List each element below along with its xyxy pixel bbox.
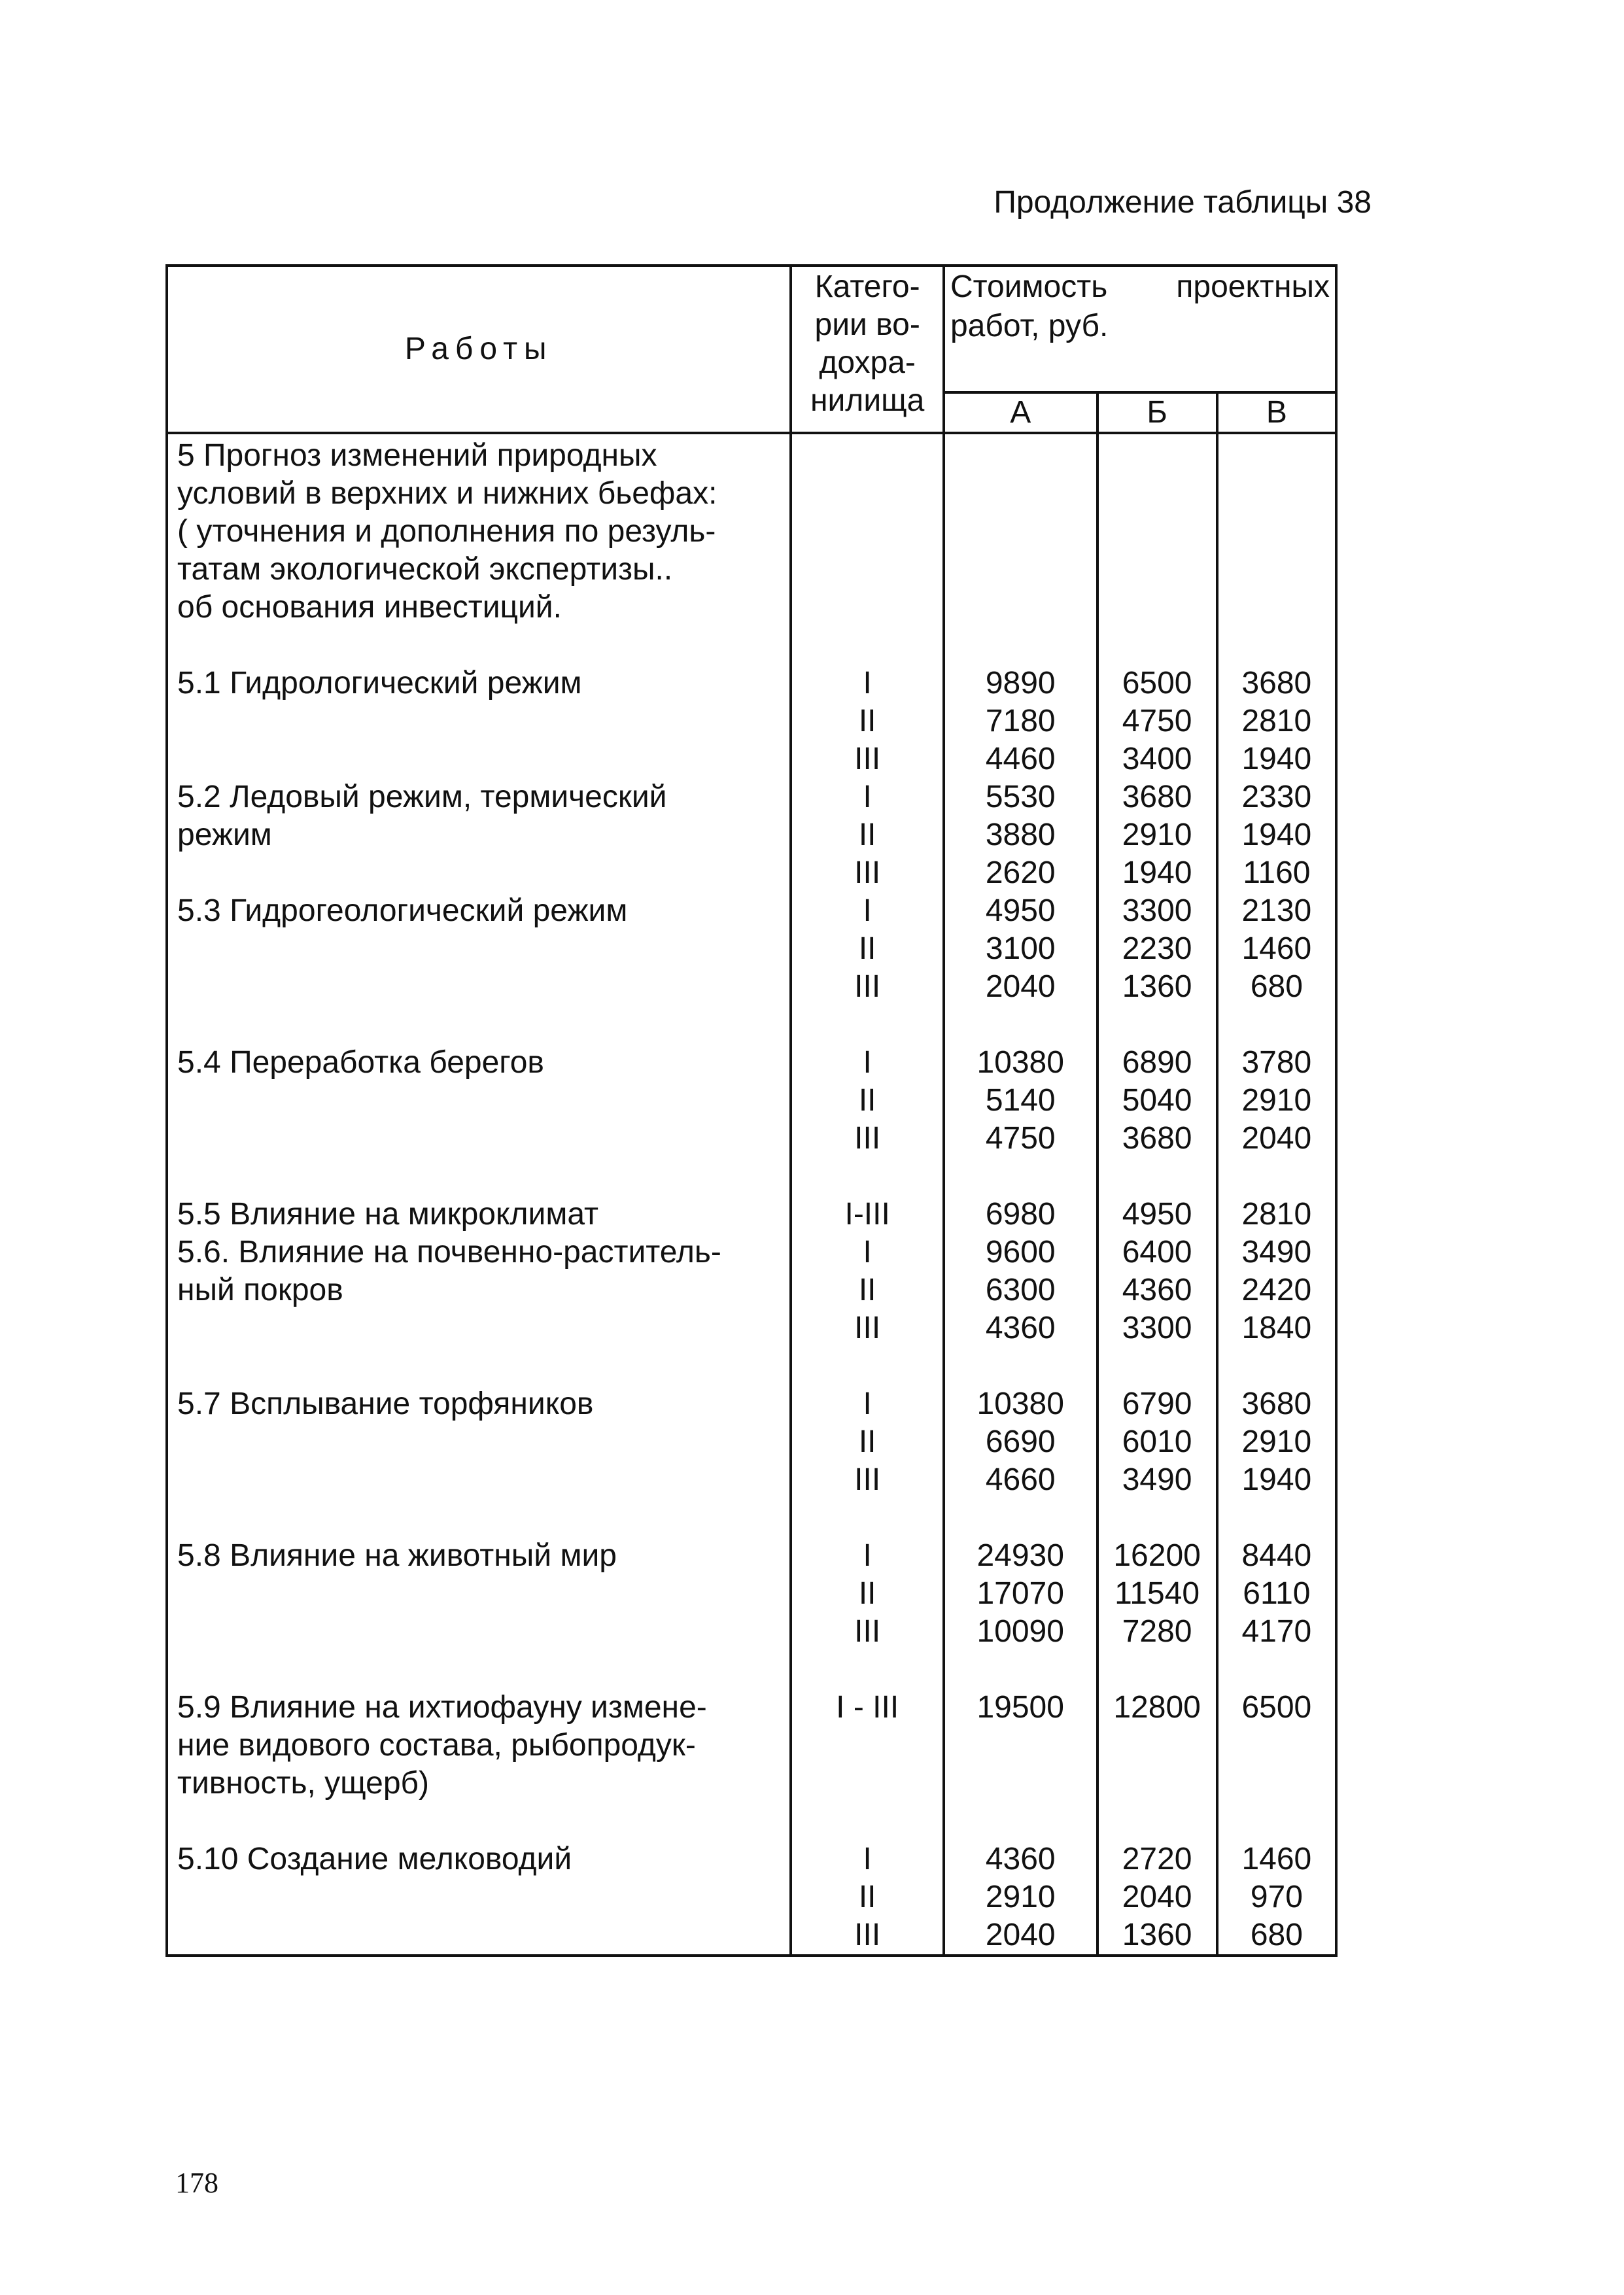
cost-b-column bbox=[1097, 433, 1217, 1956]
cost-b-cell: 3680 bbox=[1122, 780, 1192, 814]
category-cell: I bbox=[863, 1045, 872, 1080]
spacer bbox=[792, 589, 942, 627]
cost-a-cell: 10090 bbox=[976, 1614, 1064, 1649]
work-name-cell: режим bbox=[177, 818, 272, 852]
work-name-cell bbox=[177, 1461, 783, 1499]
work-name-cell: 5.6. Влияние на почвенно-раститель- bbox=[177, 1235, 721, 1269]
table-body bbox=[167, 433, 1336, 1956]
category-cell: I-III bbox=[844, 1197, 890, 1232]
cost-b-cell: 4950 bbox=[1122, 1197, 1192, 1232]
spacer bbox=[792, 1347, 942, 1385]
cost-v-cell: 6500 bbox=[1241, 1690, 1312, 1725]
intro-line: ( уточнения и дополнения по резуль- bbox=[177, 514, 716, 549]
cost-a-cell: 17070 bbox=[976, 1576, 1064, 1611]
spacer bbox=[177, 1651, 783, 1689]
cost-b-cell bbox=[1099, 1727, 1216, 1765]
page-number: 178 bbox=[175, 2167, 218, 2199]
cost-a-cell: 4460 bbox=[985, 742, 1056, 776]
cost-a-cell: 7180 bbox=[985, 704, 1056, 738]
work-name-cell bbox=[177, 1878, 783, 1916]
spacer bbox=[1218, 1347, 1335, 1385]
spacer bbox=[1099, 1006, 1216, 1044]
spacer bbox=[945, 1006, 1096, 1044]
spacer bbox=[1099, 475, 1216, 513]
cost-a-cell bbox=[945, 1727, 1096, 1765]
spacer bbox=[1099, 589, 1216, 627]
spacer bbox=[945, 1651, 1096, 1689]
cost-v-cell: 1160 bbox=[1243, 855, 1311, 890]
header-cost: Стоимость проектных bbox=[944, 266, 1336, 307]
header-works: Работы bbox=[167, 266, 791, 433]
cost-v-cell: 1460 bbox=[1241, 931, 1312, 966]
spacer bbox=[1218, 1803, 1335, 1840]
cost-v-cell: 1460 bbox=[1241, 1842, 1312, 1876]
works-column bbox=[167, 433, 791, 1956]
spacer bbox=[1218, 1158, 1335, 1196]
intro-line: 5 Прогноз изменений природных bbox=[177, 438, 657, 473]
cost-v-cell: 1940 bbox=[1241, 818, 1312, 852]
cost-b-cell: 6010 bbox=[1122, 1424, 1192, 1459]
work-name-cell bbox=[177, 1423, 783, 1461]
cost-v-cell: 6110 bbox=[1243, 1576, 1311, 1611]
spacer bbox=[1099, 513, 1216, 551]
cost-v-cell: 2810 bbox=[1241, 704, 1312, 738]
cost-b-cell: 7280 bbox=[1122, 1614, 1192, 1649]
header-category-line: нилища bbox=[810, 383, 925, 418]
spacer bbox=[1099, 437, 1216, 475]
spacer bbox=[1218, 589, 1335, 627]
spacer bbox=[1218, 627, 1335, 664]
category-cell: I - III bbox=[836, 1690, 899, 1725]
cost-a-cell: 4950 bbox=[985, 893, 1056, 928]
header-category bbox=[791, 266, 944, 433]
cost-a-cell: 2910 bbox=[985, 1880, 1056, 1914]
cost-b-cell: 11540 bbox=[1114, 1576, 1200, 1611]
spacer bbox=[177, 1158, 783, 1196]
work-name-cell bbox=[177, 1575, 783, 1613]
work-name-cell: 5.1 Гидрологический режим bbox=[177, 666, 582, 700]
spacer bbox=[945, 475, 1096, 513]
work-name-cell bbox=[177, 1309, 783, 1347]
cost-a-cell: 5530 bbox=[985, 780, 1056, 814]
category-cell bbox=[792, 1727, 942, 1765]
intro-line: об основания инвестиций. bbox=[177, 590, 562, 625]
cost-a-cell: 6300 bbox=[985, 1273, 1056, 1307]
cost-a-cell: 4360 bbox=[985, 1842, 1056, 1876]
cost-v-cell: 4170 bbox=[1241, 1614, 1312, 1649]
spacer bbox=[792, 1158, 942, 1196]
spacer bbox=[177, 1347, 783, 1385]
spacer bbox=[945, 589, 1096, 627]
cost-a-column bbox=[944, 433, 1097, 1956]
spacer bbox=[945, 627, 1096, 664]
intro-line: татам экологической экспертизы.. bbox=[177, 552, 673, 587]
cost-v-cell: 3780 bbox=[1241, 1045, 1312, 1080]
work-name-cell bbox=[177, 1613, 783, 1651]
spacer bbox=[1218, 513, 1335, 551]
category-cell: II bbox=[858, 1880, 876, 1914]
cost-b-cell bbox=[1099, 1765, 1216, 1803]
cost-b-cell: 4360 bbox=[1122, 1273, 1192, 1307]
spacer bbox=[177, 1803, 783, 1840]
cost-a-cell: 9890 bbox=[985, 666, 1056, 700]
spacer bbox=[1218, 551, 1335, 589]
spacer bbox=[945, 437, 1096, 475]
category-cell: I bbox=[863, 1538, 872, 1573]
spacer bbox=[1099, 1158, 1216, 1196]
category-cell: II bbox=[858, 818, 876, 852]
cost-v-cell: 970 bbox=[1250, 1880, 1303, 1914]
category-cell: II bbox=[858, 704, 876, 738]
work-name-cell: 5.9 Влияние на ихтиофауну измене- bbox=[177, 1690, 707, 1725]
cost-v-column bbox=[1217, 433, 1336, 1956]
cost-a-cell: 19500 bbox=[976, 1690, 1064, 1725]
work-name-cell: ние видового состава, рыбопродук- bbox=[177, 1728, 696, 1763]
work-name-cell: ный покров bbox=[177, 1273, 343, 1307]
spacer bbox=[177, 1499, 783, 1537]
cost-v-cell: 2910 bbox=[1241, 1424, 1312, 1459]
header-category-line: рии во- bbox=[814, 307, 920, 342]
cost-a-cell: 9600 bbox=[985, 1235, 1056, 1269]
category-cell: I bbox=[863, 1235, 872, 1269]
cost-a-cell: 5140 bbox=[985, 1083, 1056, 1118]
cost-b-cell: 2910 bbox=[1122, 818, 1192, 852]
cost-v-cell: 680 bbox=[1250, 1918, 1303, 1952]
intro-line: условий в верхних и нижних бьефах: bbox=[177, 476, 717, 511]
header-category-line: Катего- bbox=[814, 269, 920, 304]
table-caption: Продолжение таблицы 38 bbox=[993, 185, 1372, 220]
work-name-cell bbox=[177, 1120, 783, 1158]
cost-a-cell: 2040 bbox=[985, 969, 1056, 1004]
cost-v-cell: 1940 bbox=[1241, 742, 1312, 776]
cost-b-cell: 3680 bbox=[1122, 1121, 1192, 1156]
cost-b-cell: 6500 bbox=[1122, 666, 1192, 700]
category-cell: II bbox=[858, 931, 876, 966]
spacer bbox=[945, 1158, 1096, 1196]
cost-v-cell: 3680 bbox=[1241, 666, 1312, 700]
category-cell: III bbox=[854, 969, 881, 1004]
spacer bbox=[792, 551, 942, 589]
cost-b-cell: 2230 bbox=[1122, 931, 1192, 966]
category-cell: II bbox=[858, 1083, 876, 1118]
cost-v-cell: 2130 bbox=[1241, 893, 1312, 928]
cost-b-cell: 3490 bbox=[1122, 1462, 1192, 1497]
cost-b-cell: 1360 bbox=[1122, 1918, 1192, 1952]
cost-b-cell: 1360 bbox=[1122, 969, 1192, 1004]
cost-v-cell bbox=[1218, 1765, 1335, 1803]
category-cell: I bbox=[863, 666, 872, 700]
spacer bbox=[945, 1803, 1096, 1840]
work-name-cell: 5.2 Ледовый режим, термический bbox=[177, 780, 667, 814]
category-cell: II bbox=[858, 1424, 876, 1459]
work-name-cell bbox=[177, 1916, 783, 1954]
header-cost-line2: работ, руб. bbox=[944, 307, 1336, 392]
spacer bbox=[792, 437, 942, 475]
category-cell: III bbox=[854, 1311, 881, 1345]
spacer bbox=[945, 551, 1096, 589]
cost-v-cell: 680 bbox=[1250, 969, 1303, 1004]
cost-b-cell: 3400 bbox=[1122, 742, 1192, 776]
spacer bbox=[1099, 551, 1216, 589]
cost-b-cell: 3300 bbox=[1122, 1311, 1192, 1345]
work-name-cell bbox=[177, 968, 783, 1006]
cost-v-cell: 1840 bbox=[1241, 1311, 1312, 1345]
category-cell: I bbox=[863, 1387, 872, 1421]
spacer bbox=[945, 513, 1096, 551]
cost-v-cell: 2040 bbox=[1241, 1121, 1312, 1156]
spacer bbox=[792, 1499, 942, 1537]
spacer bbox=[1218, 1651, 1335, 1689]
cost-b-cell: 6890 bbox=[1122, 1045, 1192, 1080]
cost-b-cell: 16200 bbox=[1113, 1538, 1201, 1573]
category-cell bbox=[792, 1765, 942, 1803]
spacer bbox=[792, 1006, 942, 1044]
cost-a-cell: 3880 bbox=[985, 818, 1056, 852]
spacer bbox=[792, 1803, 942, 1840]
category-cell: III bbox=[854, 855, 881, 890]
cost-v-cell: 2810 bbox=[1241, 1197, 1312, 1232]
spacer bbox=[945, 1499, 1096, 1537]
cost-b-cell: 6790 bbox=[1122, 1387, 1192, 1421]
work-name-cell: 5.4 Переработка берегов bbox=[177, 1045, 544, 1080]
cost-b-cell: 1940 bbox=[1122, 855, 1192, 890]
spacer bbox=[1099, 1803, 1216, 1840]
category-column bbox=[791, 433, 944, 1956]
cost-a-cell: 6690 bbox=[985, 1424, 1056, 1459]
spacer bbox=[1218, 437, 1335, 475]
cost-a-cell: 10380 bbox=[976, 1387, 1064, 1421]
header-col-b: Б bbox=[1097, 392, 1217, 433]
header-col-v: В bbox=[1217, 392, 1336, 433]
category-cell: III bbox=[854, 742, 881, 776]
cost-a-cell: 6980 bbox=[985, 1197, 1056, 1232]
cost-b-cell: 2720 bbox=[1122, 1842, 1192, 1876]
spacer bbox=[1218, 1499, 1335, 1537]
category-cell: I bbox=[863, 893, 872, 928]
spacer bbox=[792, 475, 942, 513]
category-cell: III bbox=[854, 1918, 881, 1952]
work-name-cell bbox=[177, 702, 783, 740]
cost-v-cell: 2420 bbox=[1241, 1273, 1312, 1307]
spacer bbox=[1099, 627, 1216, 664]
work-name-cell bbox=[177, 740, 783, 778]
cost-a-cell bbox=[945, 1765, 1096, 1803]
work-name-cell: тивность, ущерб) bbox=[177, 1766, 429, 1801]
header-col-a: А bbox=[944, 392, 1097, 433]
work-name-cell: 5.8 Влияние на животный мир bbox=[177, 1538, 617, 1573]
category-cell: II bbox=[858, 1273, 876, 1307]
category-cell: I bbox=[863, 1842, 872, 1876]
spacer bbox=[1218, 475, 1335, 513]
spacer bbox=[792, 1651, 942, 1689]
spacer bbox=[1099, 1651, 1216, 1689]
work-name-cell: 5.7 Всплывание торфяников bbox=[177, 1387, 594, 1421]
cost-a-cell: 4360 bbox=[985, 1311, 1056, 1345]
cost-v-cell: 1940 bbox=[1241, 1462, 1312, 1497]
spacer bbox=[792, 627, 942, 664]
cost-a-cell: 10380 bbox=[976, 1045, 1064, 1080]
cost-a-cell: 24930 bbox=[976, 1538, 1064, 1573]
spacer bbox=[1099, 1347, 1216, 1385]
cost-b-cell: 4750 bbox=[1122, 704, 1192, 738]
work-name-cell: 5.5 Влияние на микроклимат bbox=[177, 1197, 598, 1232]
spacer bbox=[177, 1006, 783, 1044]
work-name-cell: 5.10 Создание мелководий bbox=[177, 1842, 572, 1876]
cost-v-cell bbox=[1218, 1727, 1335, 1765]
cost-a-cell: 4750 bbox=[985, 1121, 1056, 1156]
cost-v-cell: 2910 bbox=[1241, 1083, 1312, 1118]
work-name-cell bbox=[177, 1082, 783, 1120]
work-name-cell bbox=[177, 854, 783, 892]
cost-v-cell: 2330 bbox=[1241, 780, 1312, 814]
cost-v-cell: 8440 bbox=[1241, 1538, 1312, 1573]
category-cell: III bbox=[854, 1121, 881, 1156]
category-cell: III bbox=[854, 1614, 881, 1649]
cost-a-cell: 4660 bbox=[985, 1462, 1056, 1497]
work-name-cell: 5.3 Гидрогеологический режим bbox=[177, 893, 628, 928]
spacer bbox=[1218, 1006, 1335, 1044]
spacer bbox=[945, 1347, 1096, 1385]
cost-b-cell: 6400 bbox=[1122, 1235, 1192, 1269]
cost-table bbox=[165, 264, 1338, 1957]
category-cell: II bbox=[858, 1576, 876, 1611]
cost-v-cell: 3680 bbox=[1241, 1387, 1312, 1421]
header-category-line: дохра- bbox=[819, 345, 916, 380]
spacer bbox=[177, 627, 783, 664]
cost-a-cell: 2040 bbox=[985, 1918, 1056, 1952]
category-cell: I bbox=[863, 780, 872, 814]
work-name-cell bbox=[177, 930, 783, 968]
cost-a-cell: 3100 bbox=[985, 931, 1056, 966]
cost-b-cell: 12800 bbox=[1113, 1690, 1201, 1725]
category-cell: III bbox=[854, 1462, 881, 1497]
spacer bbox=[1099, 1499, 1216, 1537]
spacer bbox=[792, 513, 942, 551]
cost-a-cell: 2620 bbox=[985, 855, 1056, 890]
cost-b-cell: 2040 bbox=[1122, 1880, 1192, 1914]
cost-b-cell: 3300 bbox=[1122, 893, 1192, 928]
cost-b-cell: 5040 bbox=[1122, 1083, 1192, 1118]
cost-v-cell: 3490 bbox=[1241, 1235, 1312, 1269]
